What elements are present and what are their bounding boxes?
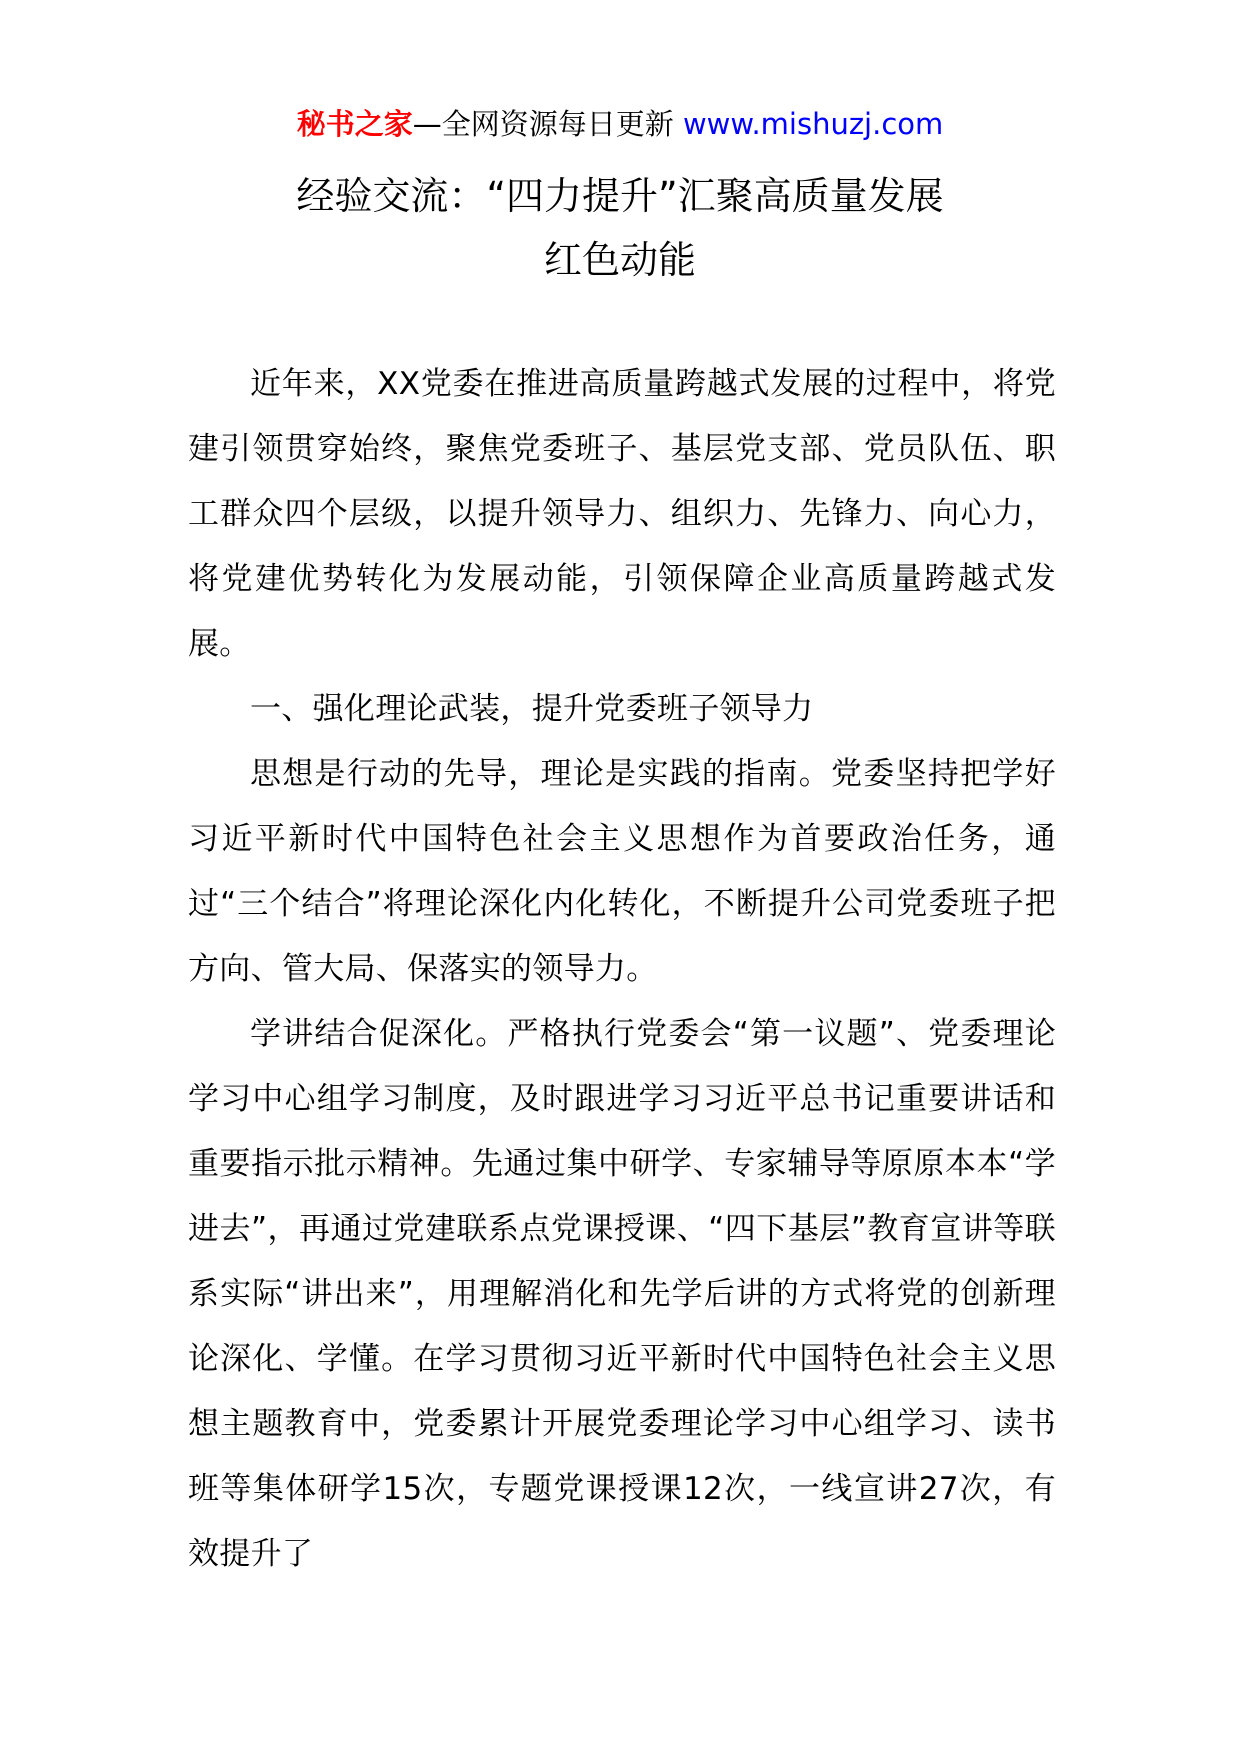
site-url[interactable]: www.mishuzj.com (682, 107, 944, 141)
watermark-header (0, 102, 1240, 146)
document-title (180, 164, 1060, 292)
paragraph-study: 学讲结合促深化。严格执行党委会“第一议题”、党委理论学习中心组学习制度，及时跟进学习习近平总书记重要讲话和重要指示批示精神。先通过集中研学、专家辅导等原原本本“学进去”，再通过党建联系点党课授课、“四下基层”教育宣讲等联系实际“讲出来”，用理解消化和先学后讲的方式将党的创新理论深化、学懂。在学习贯彻习近平新时代中国特色社会主义思想主题教育中，党委累计开展党委理论学习中心组学习、读书班等集体研学15次，专题党课授课12次，一线宣讲27次，有效提升了 (188, 1016, 1056, 1572)
paragraph-intro: 近年来，XX党委在推进高质量跨越式发展的过程中，将党建引领贯穿始终，聚焦党委班子、基层党支部、党员队伍、职工群众四个层级，以提升领导力、组织力、先锋力、向心力，将党建优势转化为发展动能，引领保障企业高质量跨越式发展。 (188, 366, 1056, 662)
paragraph-theory: 思想是行动的先导，理论是实践的指南。党委坚持把学好习近平新时代中国特色社会主义思想作为首要政治任务，通过“三个结合”将理论深化内化转化，不断提升公司党委班子把方向、管大局、保落实的领导力。 (188, 756, 1056, 987)
header-tagline: —全网资源每日更新 (412, 107, 683, 141)
section-heading-1: 一、强化理论武装，提升党委班子领导力 (250, 691, 814, 727)
document-body (188, 352, 1056, 1587)
brand-name: 秘书之家 (296, 107, 413, 141)
title-line-1: 经验交流：“四力提升”汇聚高质量发展 (296, 174, 944, 218)
title-line-2: 红色动能 (543, 238, 696, 282)
